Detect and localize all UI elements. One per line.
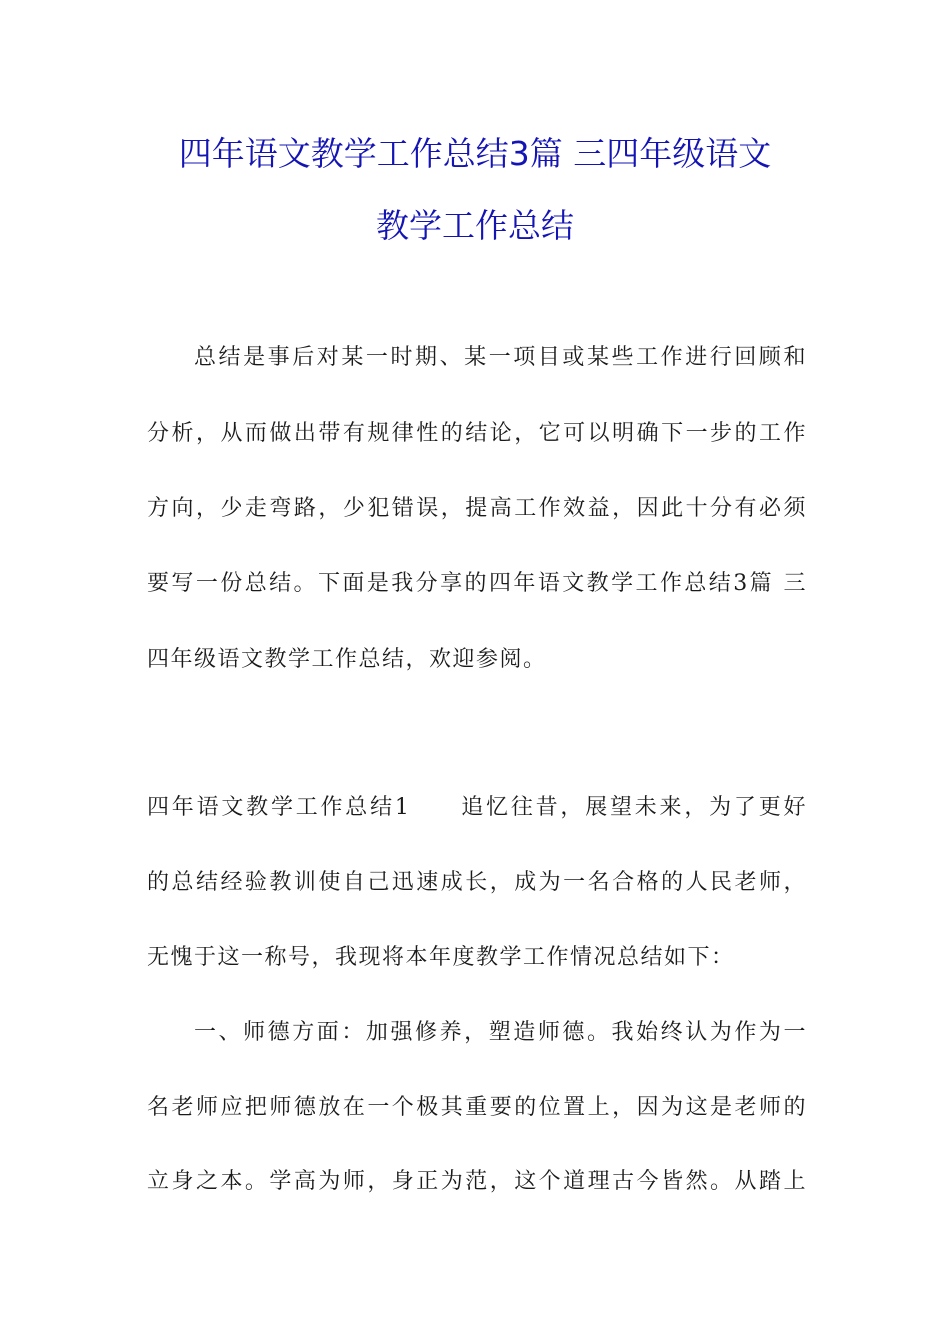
section1-line-2: 的总结经验教训使自己迅速成长，成为一名合格的人民老师， <box>147 870 807 895</box>
section2-line-1: 一、师德方面：加强修养，塑造师德。我始终认为作为一 <box>194 1020 807 1045</box>
intro-line-3: 方向，少走弯路，少犯错误，提高工作效益，因此十分有必须 <box>147 496 807 521</box>
section2-line-2: 名老师应把师德放在一个极其重要的位置上，因为这是老师的 <box>147 1095 807 1120</box>
document-title-line-1: 四年语文教学工作总结3篇 三四年级语文 <box>178 134 772 173</box>
intro-line-4: 要写一份总结。下面是我分享的四年语文教学工作总结3篇 三 <box>147 571 807 596</box>
intro-line-2: 分析，从而做出带有规律性的结论，它可以明确下一步的工作 <box>147 421 807 446</box>
section1-line-3: 无愧于这一称号，我现将本年度教学工作情况总结如下： <box>147 945 735 970</box>
intro-line-1: 总结是事后对某一时期、某一项目或某些工作进行回顾和 <box>194 345 807 370</box>
document-title-line-2: 教学工作总结 <box>376 206 574 245</box>
section1-line-1: 四年语文教学工作总结1 追忆往昔，展望未来，为了更好 <box>147 795 807 820</box>
section2-line-3: 立身之本。学高为师，身正为范，这个道理古今皆然。从踏上 <box>147 1169 807 1194</box>
intro-line-5: 四年级语文教学工作总结，欢迎参阅。 <box>147 647 547 672</box>
